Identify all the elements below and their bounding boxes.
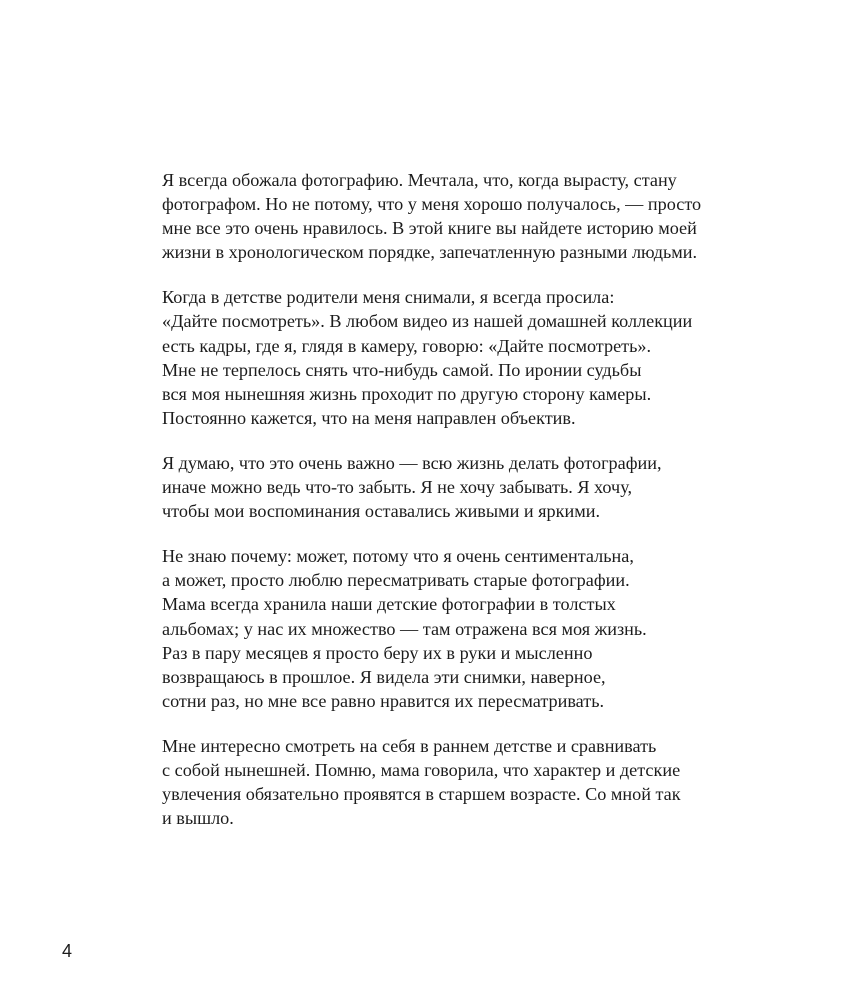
text-line: а может, просто люблю пересматривать старые фотографии.	[162, 570, 630, 591]
body-text	[162, 168, 702, 851]
paragraph-4	[162, 544, 702, 713]
text-line: Когда в детстве родители меня снимали, я всегда просила:	[162, 287, 615, 308]
text-line: вся моя нынешняя жизнь проходит по другую сторону камеры.	[162, 383, 652, 404]
text-line: Мне не терпелось снять что-нибудь самой. По иронии судьбы	[162, 359, 642, 380]
page-number: 4	[62, 941, 73, 961]
text-line: альбомах; у нас их множество — там отражена вся моя жизнь.	[162, 618, 647, 639]
text-line: и вышло.	[162, 808, 234, 829]
text-line: жизни в хронологическом порядке, запечатленную разными людьми.	[162, 242, 698, 263]
text-line: иначе можно ведь что-то забыть. Я не хочу забывать. Я хочу,	[162, 477, 633, 498]
text-line: увлечения обязательно проявятся в старшем возрасте. Со мной так	[162, 784, 681, 805]
paragraph-2	[162, 285, 702, 430]
text-line: Я думаю, что это очень важно — всю жизнь делать фотографии,	[162, 452, 662, 473]
text-line: мне все это очень нравилось. В этой книге вы найдете историю моей	[162, 218, 697, 239]
text-line: фотографом. Но не потому, что у меня хорошо получалось, — просто	[162, 194, 702, 215]
text-line: с собой нынешней. Помню, мама говорила, что характер и детские	[162, 759, 681, 780]
text-line: сотни раз, но мне все равно нравится их пересматривать.	[162, 690, 605, 711]
text-line: Постоянно кажется, что на меня направлен объектив.	[162, 407, 576, 428]
text-line: возвращаюсь в прошлое. Я видела эти снимки, наверное,	[162, 666, 606, 687]
text-line: Мне интересно смотреть на себя в раннем детстве и сравнивать	[162, 735, 657, 756]
text-line: есть кадры, где я, глядя в камеру, говорю: «Дайте посмотреть».	[162, 335, 652, 356]
text-line: «Дайте посмотреть». В любом видео из нашей домашней коллекции	[162, 311, 693, 332]
text-line: Я всегда обожала фотографию. Мечтала, что, когда вырасту, стану	[162, 170, 677, 190]
paragraph-1	[162, 168, 702, 264]
text-line: Мама всегда хранила наши детские фотографии в толстых	[162, 594, 616, 615]
text-line: Раз в пару месяцев я просто беру их в руки и мысленно	[162, 642, 593, 663]
text-line: чтобы мои воспоминания оставались живыми и яркими.	[162, 501, 601, 522]
text-line: Не знаю почему: может, потому что я очень сентиментальна,	[162, 546, 634, 567]
paragraph-5	[162, 734, 702, 830]
paragraph-3	[162, 451, 702, 523]
